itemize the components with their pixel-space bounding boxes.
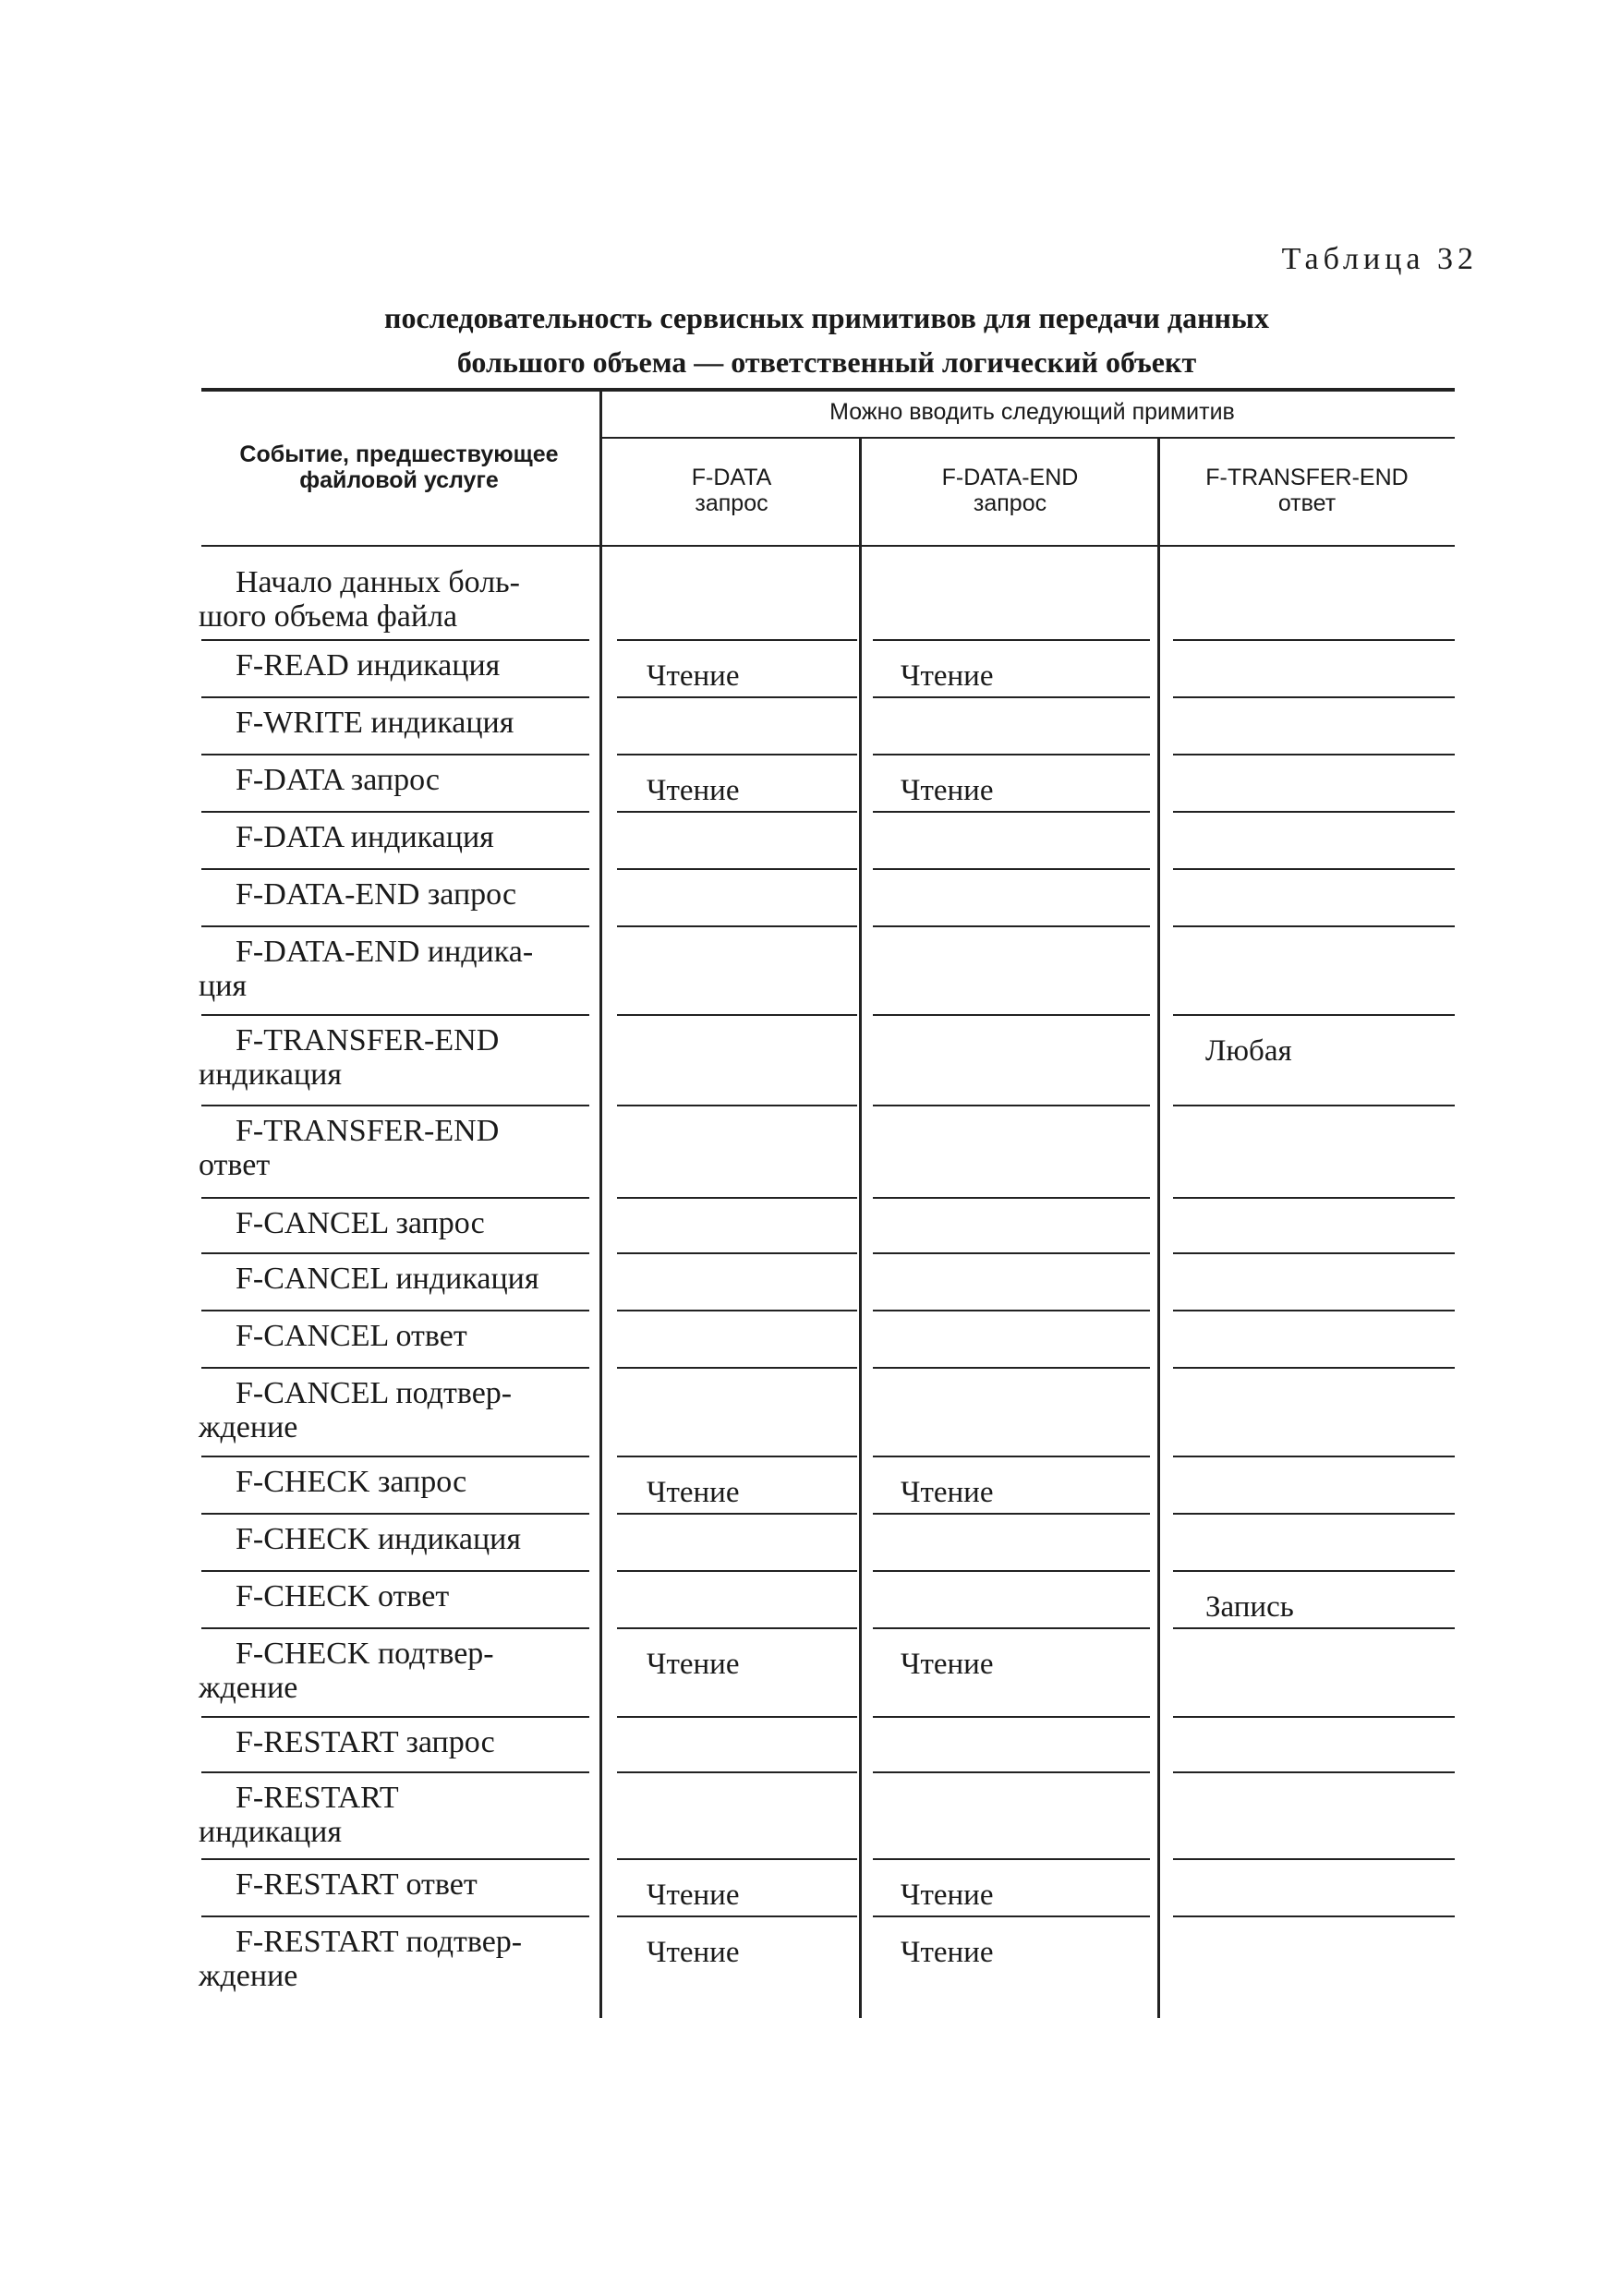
value-cell-c1: Чтение bbox=[647, 1936, 740, 1969]
header-col-1: F-DATA запрос bbox=[691, 465, 772, 516]
row-divider-c1 bbox=[617, 1310, 857, 1311]
row-divider-c1 bbox=[617, 1252, 857, 1254]
event-line: ждение bbox=[199, 1959, 298, 1993]
event-line: F-CHECK подтвер- bbox=[236, 1637, 494, 1671]
row-divider-c2 bbox=[873, 1367, 1150, 1369]
value-cell-c1: Чтение bbox=[647, 659, 740, 693]
event-cell bbox=[199, 1376, 587, 1444]
event-cell bbox=[199, 1925, 587, 1993]
row-divider-event bbox=[201, 868, 589, 870]
event-cell bbox=[199, 820, 587, 854]
row-divider-c1 bbox=[617, 1014, 857, 1016]
row-divider-c3 bbox=[1173, 1915, 1455, 1917]
header-group-divider bbox=[602, 437, 1455, 439]
value-cell-c1: Чтение bbox=[647, 1476, 740, 1509]
row-divider-c2 bbox=[873, 1771, 1150, 1773]
row-divider-c2 bbox=[873, 1716, 1150, 1718]
row-divider-event bbox=[201, 925, 589, 927]
event-cell bbox=[199, 1725, 587, 1759]
value-cell-c2: Чтение bbox=[901, 659, 994, 693]
row-divider-c3 bbox=[1173, 868, 1455, 870]
row-divider-c1 bbox=[617, 1771, 857, 1773]
table-number: Таблица 32 bbox=[1281, 242, 1478, 276]
header-col-2: F-DATA-END запрос bbox=[941, 465, 1079, 516]
row-divider-c3 bbox=[1173, 639, 1455, 641]
row-divider-c1 bbox=[617, 1716, 857, 1718]
event-cell bbox=[199, 1637, 587, 1705]
row-divider-c1 bbox=[617, 1513, 857, 1515]
row-divider-c1 bbox=[617, 811, 857, 813]
row-divider-c1 bbox=[617, 1858, 857, 1860]
event-cell bbox=[199, 706, 587, 740]
row-divider-c1 bbox=[617, 1627, 857, 1629]
row-divider-event bbox=[201, 1252, 589, 1254]
row-divider-c3 bbox=[1173, 1310, 1455, 1311]
event-line: F-WRITE индикация bbox=[236, 706, 514, 740]
column-divider-1 bbox=[599, 388, 602, 2018]
event-line: F-DATA-END запрос bbox=[236, 877, 517, 912]
row-divider-c3 bbox=[1173, 1570, 1455, 1572]
event-line: F-READ индикация bbox=[236, 648, 501, 683]
row-divider-c3 bbox=[1173, 1252, 1455, 1254]
event-cell bbox=[199, 1319, 587, 1353]
row-divider-c2 bbox=[873, 1915, 1150, 1917]
row-divider-c1 bbox=[617, 1105, 857, 1106]
row-divider-c2 bbox=[873, 1105, 1150, 1106]
event-line: F-CANCEL запрос bbox=[236, 1206, 485, 1240]
row-divider-event bbox=[201, 1513, 589, 1515]
row-divider-c2 bbox=[873, 925, 1150, 927]
row-divider-event bbox=[201, 1197, 589, 1199]
table-title bbox=[240, 296, 1413, 384]
row-divider-c1 bbox=[617, 868, 857, 870]
event-cell bbox=[199, 1867, 587, 1902]
row-divider-event bbox=[201, 1014, 589, 1016]
header-bottom-border bbox=[201, 545, 1455, 547]
value-cell-c2: Чтение bbox=[901, 1936, 994, 1969]
row-divider-c2 bbox=[873, 1627, 1150, 1629]
row-divider-c2 bbox=[873, 868, 1150, 870]
event-line: ответ bbox=[199, 1148, 271, 1182]
row-divider-event bbox=[201, 1456, 589, 1457]
value-cell-c2: Чтение bbox=[901, 1879, 994, 1912]
row-divider-c1 bbox=[617, 1915, 857, 1917]
row-divider-c2 bbox=[873, 1513, 1150, 1515]
event-cell bbox=[199, 1114, 587, 1182]
value-cell-c2: Чтение bbox=[901, 1476, 994, 1509]
row-divider-c1 bbox=[617, 639, 857, 641]
row-divider-event bbox=[201, 1367, 589, 1369]
event-cell bbox=[199, 1579, 587, 1613]
row-divider-c3 bbox=[1173, 1858, 1455, 1860]
header-group-label: Можно вводить следующий примитив bbox=[829, 399, 1235, 425]
value-cell-c2: Чтение bbox=[901, 1648, 994, 1681]
event-line: F-RESTART bbox=[236, 1781, 399, 1815]
row-divider-c3 bbox=[1173, 925, 1455, 927]
row-divider-c2 bbox=[873, 1570, 1150, 1572]
row-divider-event bbox=[201, 1310, 589, 1311]
event-line: Начало данных боль- bbox=[236, 565, 521, 599]
value-cell-c1: Чтение bbox=[647, 1648, 740, 1681]
column-divider-2 bbox=[859, 437, 862, 2018]
event-line: F-RESTART подтвер- bbox=[236, 1925, 523, 1959]
row-divider-c2 bbox=[873, 696, 1150, 698]
row-divider-c2 bbox=[873, 1197, 1150, 1199]
event-line: ция bbox=[199, 969, 248, 1003]
event-line: F-RESTART ответ bbox=[236, 1867, 478, 1902]
row-divider-c2 bbox=[873, 1014, 1150, 1016]
event-cell bbox=[199, 1522, 587, 1556]
row-divider-c1 bbox=[617, 1456, 857, 1457]
row-divider-c2 bbox=[873, 1252, 1150, 1254]
event-line: ждение bbox=[199, 1410, 298, 1444]
event-line: F-DATA индикация bbox=[236, 820, 494, 854]
row-divider-c2 bbox=[873, 754, 1150, 755]
event-line: шого объема файла bbox=[199, 599, 458, 634]
event-line: F-CANCEL подтвер- bbox=[236, 1376, 513, 1410]
row-divider-c2 bbox=[873, 1858, 1150, 1860]
value-cell-c2: Чтение bbox=[901, 774, 994, 807]
row-divider-c3 bbox=[1173, 696, 1455, 698]
event-cell bbox=[199, 565, 587, 634]
event-line: ждение bbox=[199, 1671, 298, 1705]
row-divider-c3 bbox=[1173, 1716, 1455, 1718]
row-divider-event bbox=[201, 1858, 589, 1860]
row-divider-event bbox=[201, 1627, 589, 1629]
column-divider-3 bbox=[1157, 437, 1160, 2018]
row-divider-c2 bbox=[873, 639, 1150, 641]
event-line: F-CANCEL ответ bbox=[236, 1319, 467, 1353]
row-divider-c1 bbox=[617, 1570, 857, 1572]
event-line: F-CHECK запрос bbox=[236, 1465, 467, 1499]
row-divider-c3 bbox=[1173, 1105, 1455, 1106]
event-cell bbox=[199, 1262, 587, 1296]
header-event-column: Событие, предшествующее файловой услуге bbox=[239, 441, 559, 493]
row-divider-event bbox=[201, 1570, 589, 1572]
event-cell bbox=[199, 1781, 587, 1849]
row-divider-c3 bbox=[1173, 1771, 1455, 1773]
value-cell-c3: Любая bbox=[1205, 1034, 1292, 1068]
event-line: F-CHECK индикация bbox=[236, 1522, 521, 1556]
row-divider-c3 bbox=[1173, 1367, 1455, 1369]
row-divider-c2 bbox=[873, 1456, 1150, 1457]
event-line: F-DATA запрос bbox=[236, 763, 440, 797]
event-line: индикация bbox=[199, 1815, 343, 1849]
row-divider-c3 bbox=[1173, 1197, 1455, 1199]
row-divider-c1 bbox=[617, 925, 857, 927]
event-cell bbox=[199, 648, 587, 683]
title-line-1: последовательность сервисных примитивов для передачи данных bbox=[384, 301, 1269, 334]
event-line: F-RESTART запрос bbox=[236, 1725, 495, 1759]
row-divider-event bbox=[201, 754, 589, 755]
row-divider-c1 bbox=[617, 754, 857, 755]
event-line: индикация bbox=[199, 1057, 343, 1092]
event-cell bbox=[199, 1023, 587, 1092]
row-divider-c3 bbox=[1173, 1456, 1455, 1457]
event-cell bbox=[199, 763, 587, 797]
event-cell bbox=[199, 1206, 587, 1240]
value-cell-c1: Чтение bbox=[647, 774, 740, 807]
row-divider-event bbox=[201, 639, 589, 641]
event-cell bbox=[199, 877, 587, 912]
row-divider-c3 bbox=[1173, 1014, 1455, 1016]
row-divider-event bbox=[201, 1716, 589, 1718]
row-divider-event bbox=[201, 1105, 589, 1106]
event-cell bbox=[199, 935, 587, 1003]
row-divider-c3 bbox=[1173, 811, 1455, 813]
row-divider-c1 bbox=[617, 1367, 857, 1369]
row-divider-event bbox=[201, 1915, 589, 1917]
row-divider-event bbox=[201, 696, 589, 698]
row-divider-c2 bbox=[873, 811, 1150, 813]
row-divider-c1 bbox=[617, 1197, 857, 1199]
row-divider-c1 bbox=[617, 696, 857, 698]
header-col-3: F-TRANSFER-END ответ bbox=[1205, 465, 1409, 516]
value-cell-c1: Чтение bbox=[647, 1879, 740, 1912]
event-line: F-TRANSFER-END bbox=[236, 1114, 500, 1148]
row-divider-c3 bbox=[1173, 1627, 1455, 1629]
row-divider-c3 bbox=[1173, 1513, 1455, 1515]
table-top-border bbox=[201, 388, 1455, 392]
row-divider-c2 bbox=[873, 1310, 1150, 1311]
event-line: F-CANCEL индикация bbox=[236, 1262, 539, 1296]
event-line: F-TRANSFER-END bbox=[236, 1023, 500, 1057]
event-cell bbox=[199, 1465, 587, 1499]
value-cell-c3: Запись bbox=[1205, 1590, 1294, 1624]
event-line: F-CHECK ответ bbox=[236, 1579, 450, 1613]
row-divider-c3 bbox=[1173, 754, 1455, 755]
title-line-2: большого объема — ответственный логический объект bbox=[456, 345, 1197, 379]
row-divider-event bbox=[201, 811, 589, 813]
event-line: F-DATA-END индика- bbox=[236, 935, 534, 969]
row-divider-event bbox=[201, 1771, 589, 1773]
